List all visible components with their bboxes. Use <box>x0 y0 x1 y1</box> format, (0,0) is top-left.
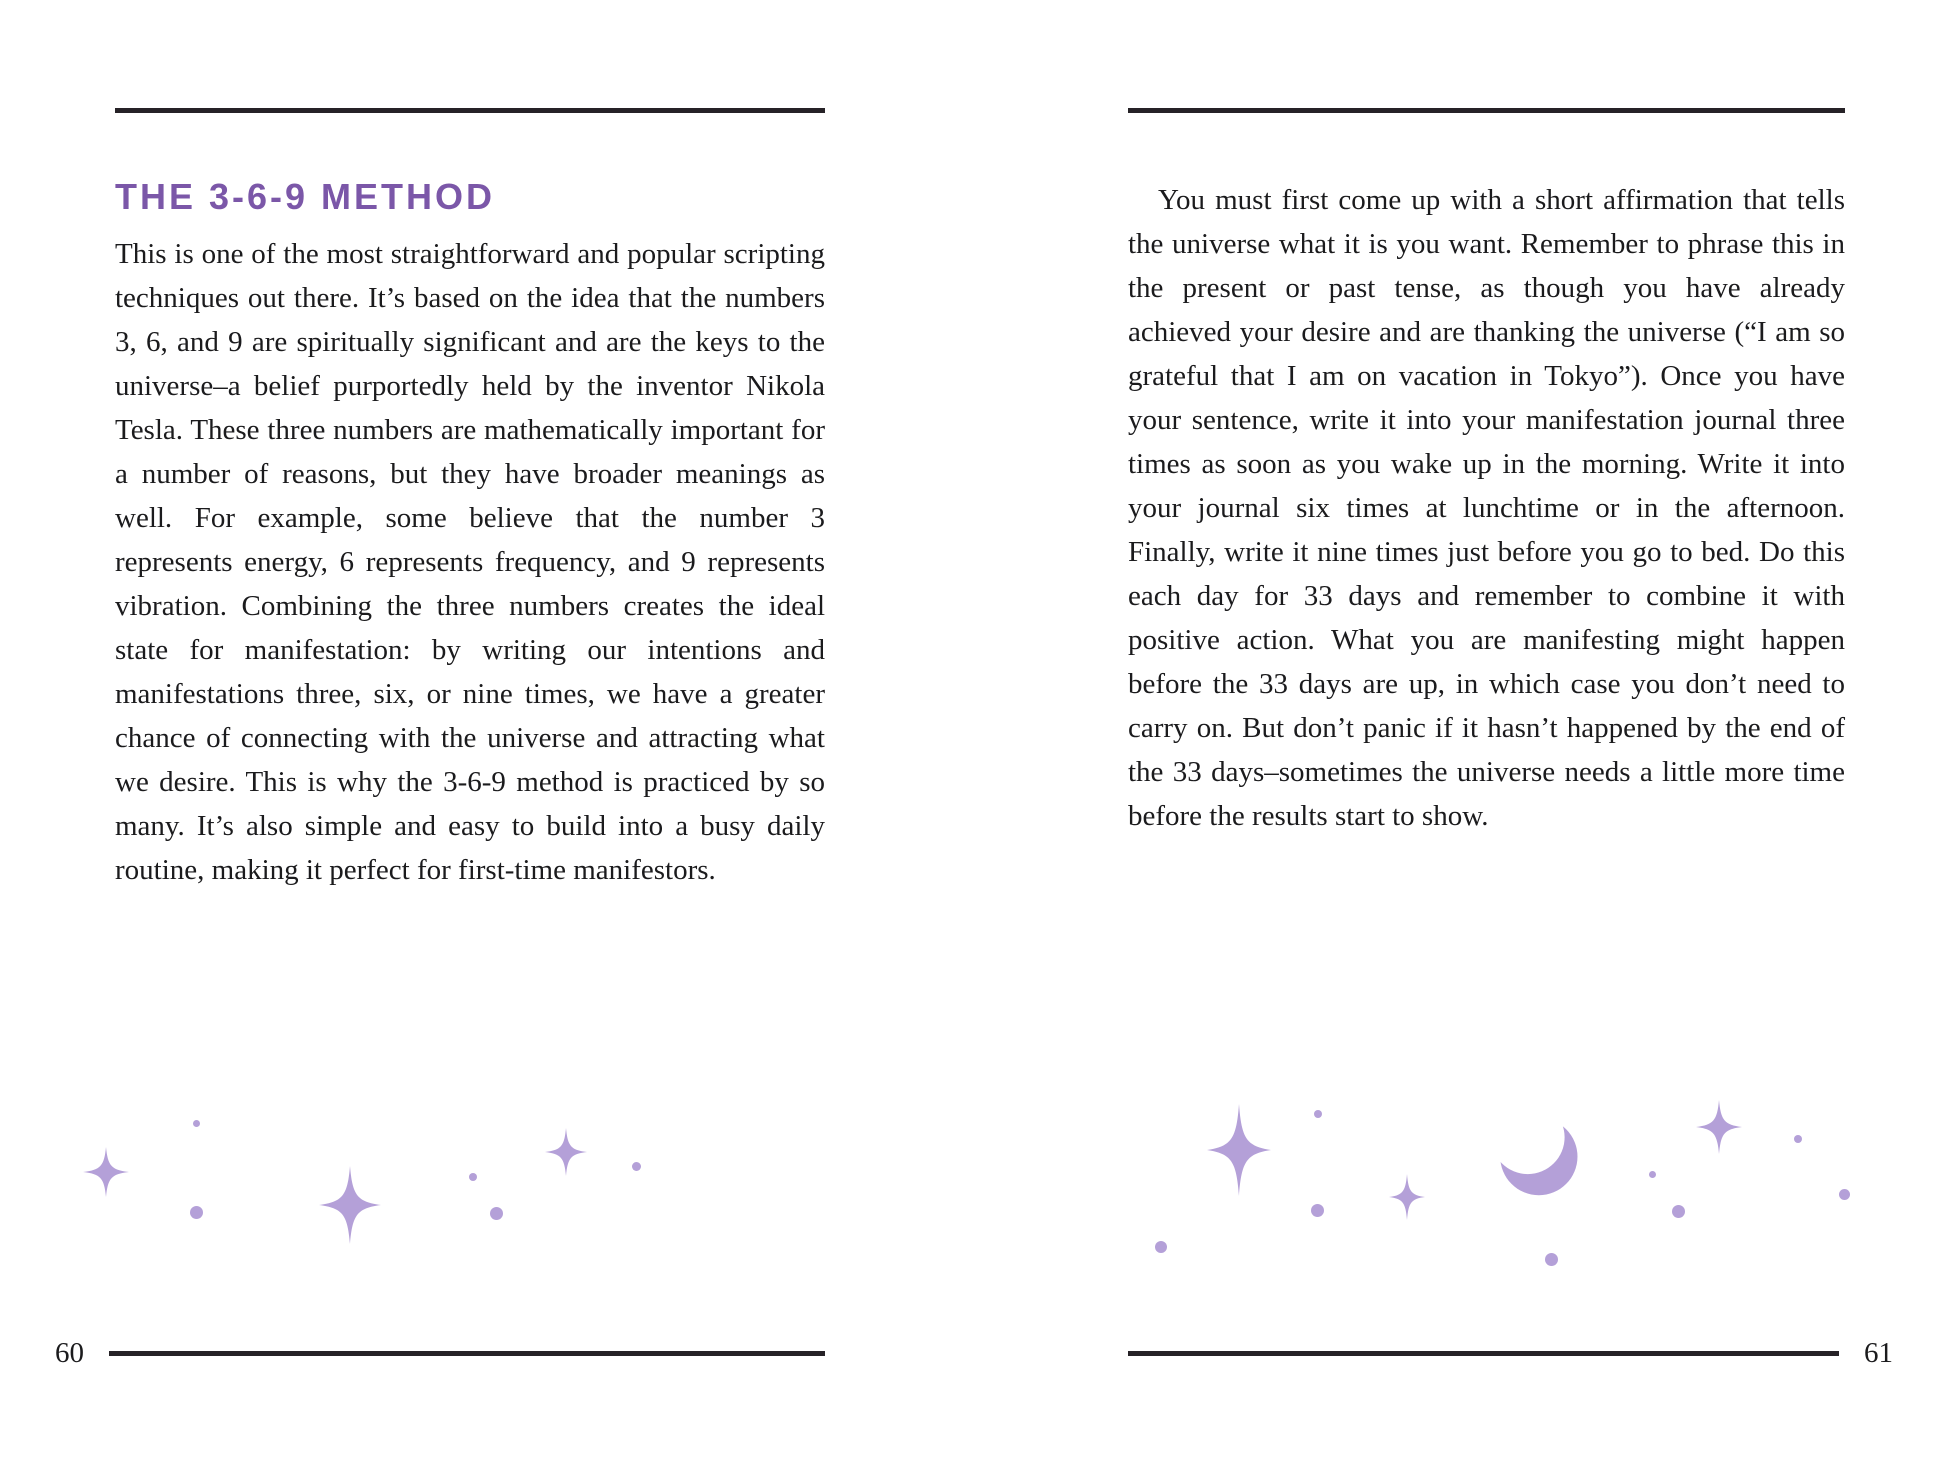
page-number-right: 61 <box>1864 1336 1893 1369</box>
left-bottom-rule <box>109 1351 825 1356</box>
left-page <box>115 0 825 1460</box>
page-number-left: 60 <box>55 1336 84 1369</box>
right-page <box>1128 0 1845 1460</box>
left-top-rule <box>115 108 825 113</box>
left-body-text: This is one of the most straightforward and popular scripting techniques out there. It’s based on the idea that the numbers 3, 6, and 9 are spiritually significant and are the keys to the universe–a belief purportedly held by the inventor Nikola Tesla. These three numbers are mathematically important for a number of reasons, but they have broader meanings as well. For example, some believe that the number 3 represents energy, 6 represents frequency, and 9 represents vibration. Combining the three numbers creates the ideal state for manifestation: by writing our intentions and manifestations three, six, or nine times, we have a greater chance of connecting with the universe and attracting what we desire. This is why the 3-6-9 method is practiced by so many. It’s also simple and easy to build into a busy daily routine, making it perfect for first-time manifestors. <box>115 238 825 886</box>
section-heading: THE 3-6-9 METHOD <box>115 176 496 217</box>
right-bottom-rule <box>1128 1351 1839 1356</box>
right-top-rule <box>1128 108 1845 113</box>
left-footer <box>55 1336 825 1370</box>
right-body-text: You must first come up with a short affirmation that tells the universe what it is you want. Remember to phrase this in the present or past tense, as though you have already achieved your desire and are thanking the universe (“I am so grateful that I am on vacation in Tokyo”). Once you have your sentence, write it into your manifestation journal three times as soon as you wake up in the morning. Write it into your journal six times at lunchtime or in the afternoon. Finally, write it nine times just before you go to bed. Do this each day for 33 days and remember to combine it with positive action. What you are manifesting might happen before the 33 days are up, in which case you don’t need to carry on. But don’t panic if it hasn’t happened by the end of the 33 days–sometimes the universe needs a little more time before the results start to show. <box>1128 184 1845 832</box>
right-footer <box>1128 1336 1893 1370</box>
